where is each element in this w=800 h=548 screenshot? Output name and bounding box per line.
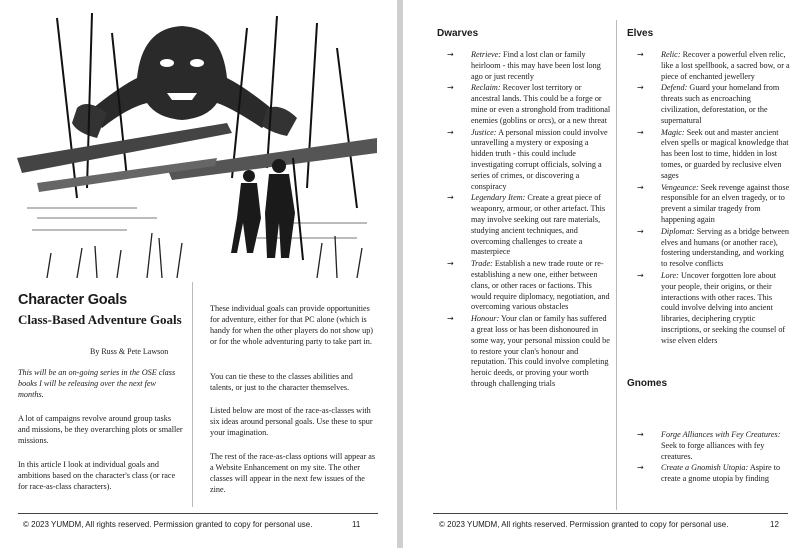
- gnomes-goal-list: [631, 430, 791, 486]
- arrow-bullet-icon: →: [637, 463, 644, 473]
- body-paragraph: You can tie these to the classes abilities and talents, or just to the character themselves.: [210, 372, 353, 392]
- byline: By Russ & Pete Lawson: [90, 347, 169, 356]
- elves-goal-list: [631, 50, 791, 348]
- goal-term: Create a Gnomish Utopia:: [661, 463, 749, 473]
- arrow-bullet-icon: →: [637, 182, 644, 192]
- goal-term: Retrieve:: [471, 50, 501, 59]
- goal-text: Guard your homeland from threats such as encroaching civilization, deforestation, or the supernatural: [661, 83, 780, 125]
- section-title-gnomes: Gnomes: [627, 378, 668, 389]
- goal-item: [631, 183, 791, 226]
- goal-item: [441, 314, 611, 390]
- article-subtitle: Class-Based Adventure Goals: [18, 312, 182, 327]
- section-title-dwarves: Dwarves: [437, 28, 479, 39]
- goal-item: [441, 259, 611, 313]
- goal-item: [441, 193, 611, 258]
- body-paragraph: The rest of the race-as-class options will appear as a Website Enhancement on my site. The other classes will appear in the next few issues of the zine.: [210, 452, 376, 494]
- goal-text: A personal mission could involve unravelling a mystery or exposing a hidden truth - this could include investigating corrupt officials, solving a series of crimes, or discovering a conspiracy: [471, 127, 608, 191]
- page-number: 11: [352, 520, 361, 529]
- goal-text: Establish a new trade route or re-establishing a new one, either between clans, or other races or factions. This would require diplomacy, negotiation, and overcoming various obstacles: [471, 259, 610, 312]
- goal-term: Legendary Item:: [471, 193, 526, 203]
- page-11: [0, 0, 397, 548]
- footer-copyright: © 2023 YUMDM, All rights reserved. Permission granted to copy for personal use.: [23, 520, 313, 529]
- arrow-bullet-icon: →: [637, 83, 644, 93]
- goal-text: Seek out and master ancient elven spells or magical knowledge that has been lost to time, hidden in lost tomes, or guarded by reclusive elven sages: [661, 127, 789, 180]
- goal-item: [631, 128, 791, 182]
- footer-rule: [433, 513, 788, 514]
- footer-rule: [18, 513, 378, 514]
- goal-item: [441, 128, 611, 193]
- goal-term: Diplomat:: [661, 226, 695, 236]
- body-paragraph: These individual goals can provide opportunities for adventure, either for that PC alone (which is handy for when the other players do not show up) or for the whole adventuring party to take part in.: [210, 304, 374, 346]
- section-title-elves: Elves: [627, 28, 654, 39]
- goal-text: Recover a powerful elven relic, like a lost spellbook, a sacred bow, or a piece of enchanted jewellery: [661, 50, 790, 81]
- arrow-bullet-icon: →: [447, 127, 454, 137]
- goal-text: Create a great piece of weaponry, armour, or other artefact. This may involve seeking out rare materials, studying ancient techniques, and overcoming challenges to create a masterpiece: [471, 193, 606, 257]
- goal-term: Forge Alliances with Fey Creatures:: [661, 430, 781, 439]
- goal-text: Serving as a bridge between elves and humans (or another race), fostering understanding, and working to resolve conflicts: [661, 226, 790, 269]
- arrow-bullet-icon: →: [447, 314, 454, 324]
- goal-text: Your clan or family has suffered a great loss or has been dishonoured in some way, your personal mission could be to restore your clan's honour and reputation. This could involve completing heroic deeds, or proving your worth through challenging trials: [471, 314, 610, 388]
- body-paragraph: A lot of campaigns revolve around group tasks and missions, be they overarching plots or smaller missions.: [18, 414, 183, 445]
- goal-term: Justice:: [471, 127, 497, 137]
- arrow-bullet-icon: →: [637, 226, 644, 236]
- goal-term: Trade:: [471, 259, 493, 269]
- goal-item: [631, 227, 791, 270]
- goal-term: Lore:: [661, 270, 679, 280]
- goal-text: Find a lost clan or family heirloom - this may have been lost long ago or just recently: [471, 50, 601, 81]
- goal-term: Defend:: [661, 83, 688, 93]
- footer-copyright: © 2023 YUMDM, All rights reserved. Permission granted to copy for personal use.: [439, 520, 729, 529]
- goal-term: Relic:: [661, 50, 681, 59]
- goal-term: Honour:: [471, 314, 500, 324]
- column-divider: [616, 20, 617, 510]
- goal-text: Uncover forgotten lore about your people, their origins, or their interactions with other races. This could involve delving into ancient libraries, deciphering cryptic inscriptions, or seeking the counsel of wise elven elders: [661, 270, 786, 345]
- page-12: [403, 0, 800, 548]
- goal-text: Seek revenge against those responsible for an elven tragedy, or to prevent a similar tragedy from happening again: [661, 182, 790, 224]
- goal-item: [441, 50, 611, 82]
- arrow-bullet-icon: →: [637, 127, 644, 137]
- arrow-bullet-icon: →: [447, 83, 454, 93]
- goal-item: [631, 430, 791, 462]
- arrow-bullet-icon: →: [637, 430, 644, 439]
- goal-item: [631, 271, 791, 347]
- arrow-bullet-icon: →: [447, 50, 454, 59]
- fantasy-illustration: [17, 8, 377, 278]
- goal-term: Vengeance:: [661, 182, 699, 192]
- goal-item: [631, 463, 791, 485]
- body-paragraph: Listed below are most of the race-as-classes with six ideas around personal goals. Use these to spur your imagination.: [210, 406, 373, 437]
- arrow-bullet-icon: →: [637, 50, 644, 59]
- article-title: Character Goals: [18, 292, 128, 308]
- goal-text: Seek to forge alliances with fey creatures.: [661, 440, 765, 461]
- body-paragraph: In this article I look at individual goals and ambitions based on the character's class (or race for race-as-class characters).: [18, 460, 176, 491]
- arrow-bullet-icon: →: [447, 259, 454, 269]
- goal-item: [441, 83, 611, 126]
- arrow-bullet-icon: →: [637, 270, 644, 280]
- dwarves-goal-list: [441, 50, 611, 391]
- goal-text: Aspire to create a gnome utopia by finding: [661, 463, 781, 484]
- goal-term: Magic:: [661, 127, 685, 137]
- goal-item: [631, 50, 791, 82]
- goal-item: [631, 83, 791, 126]
- goal-text: Recover lost territory or ancestral lands. This could be a forge or mine or even a stronghold from traditional enemies (goblins or orcs), or a new threat: [471, 83, 611, 125]
- page-number: 12: [770, 520, 779, 529]
- arrow-bullet-icon: →: [447, 193, 454, 203]
- column-divider: [192, 282, 193, 507]
- intro-paragraph: This will be an on-going series in the OSE class books I will be releasing over the next few months.: [18, 368, 176, 399]
- goal-term: Reclaim:: [471, 83, 501, 93]
